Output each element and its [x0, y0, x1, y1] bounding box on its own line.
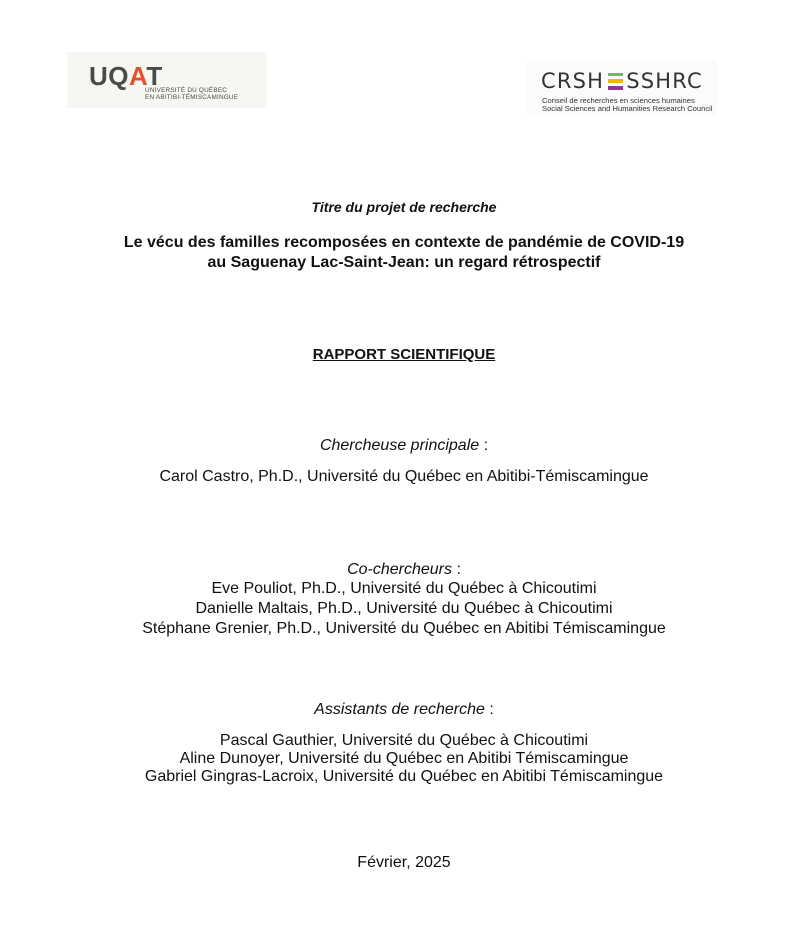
crsh-bar-purple — [608, 86, 623, 90]
research-assistant-item: Aline Dunoyer, Université du Québec en Abitibi Témiscamingue — [179, 750, 629, 767]
research-assistants-label: Assistants de recherche — [314, 701, 485, 718]
principal-investigator-colon: : — [479, 437, 489, 454]
uqat-logo-line-2: EN ABITIBI-TÉMISCAMINGUE — [145, 94, 239, 101]
crsh-word: CRSH — [541, 69, 605, 93]
uqat-logo-line-1: UNIVERSITÉ DU QUÉBEC — [145, 87, 228, 94]
sshrc-word: SSHRC — [626, 69, 703, 93]
uqat-wordmark: UQAT — [89, 61, 163, 91]
uqat-logo-subtitle — [145, 87, 238, 101]
project-title-line-1: Le vécu des familles recomposées en contexte de pandémie de COVID-19 — [123, 234, 685, 251]
report-type-text: RAPPORT SCIENTIFIQUE — [312, 346, 496, 363]
project-title-line-2: au Saguenay Lac-Saint-Jean: un regard rétrospectif — [207, 254, 601, 271]
co-researcher-item: Eve Pouliot, Ph.D., Université du Québec à Chicoutimi — [211, 580, 597, 597]
uqat-wordmark-accent: A — [129, 61, 147, 91]
research-assistant-item: Gabriel Gingras-Lacroix, Université du Québec en Abitibi Témiscamingue — [144, 768, 664, 785]
research-assistants-colon: : — [484, 701, 494, 718]
crsh-logo-line-2: Social Sciences and Humanities Research Council — [542, 104, 713, 113]
crsh-sshrc-logo — [527, 60, 717, 116]
uqat-logo — [67, 52, 267, 108]
report-type-heading — [0, 346, 808, 364]
crsh-wordmark — [541, 69, 703, 93]
principal-investigator-label: Chercheuse principale — [319, 437, 480, 454]
co-researchers-colon: : — [452, 561, 461, 578]
co-researcher-item: Danielle Maltais, Ph.D., Université du Québec à Chicoutimi — [195, 600, 613, 617]
report-date: Février, 2025 — [357, 854, 451, 871]
crsh-bar-yellow — [608, 79, 623, 83]
principal-investigator-heading — [0, 436, 808, 456]
co-researchers-label: Co-chercheurs — [347, 561, 453, 578]
principal-investigator-name: Carol Castro, Ph.D., Université du Québec en Abitibi-Témiscamingue — [159, 468, 649, 485]
crsh-logo-line-1: Conseil de recherches en sciences humaines — [542, 96, 695, 105]
crsh-bar-green — [608, 73, 623, 77]
project-title-label: Titre du projet de recherche — [311, 199, 497, 215]
co-researcher-item: Stéphane Grenier, Ph.D., Université du Québec en Abitibi Témiscamingue — [142, 620, 666, 637]
research-assistants-heading — [0, 700, 808, 720]
co-researchers-heading — [0, 560, 808, 580]
research-assistant-item: Pascal Gauthier, Université du Québec à Chicoutimi — [219, 732, 589, 749]
crsh-color-bars-icon — [608, 73, 623, 90]
